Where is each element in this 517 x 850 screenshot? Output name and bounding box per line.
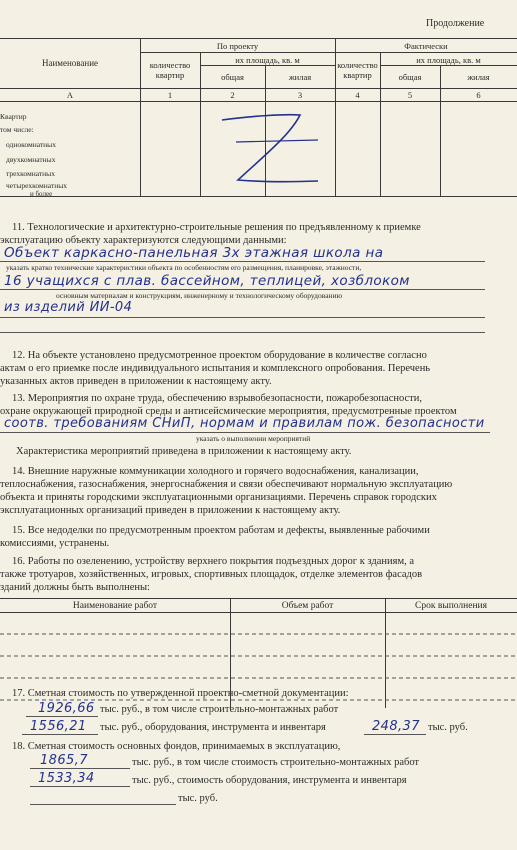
col-number: 2 [230,90,235,100]
s11-handwritten-3: из изделий ИИ-04 [4,300,133,315]
s17-total-value: 1926,66 [38,701,95,716]
s11-caption-1: указать кратко технические характеристики объекта по особенностям его размещения, планировке, этажности, [6,263,362,272]
s18-total-text: тыс. руб., в том числе стоимость строительно-монтажных работ [132,757,420,768]
works-col-deadline: Срок выполнения [415,601,487,611]
col-number: 6 [476,90,481,100]
col-number: 1 [167,90,173,100]
row-label: четырехкомнатных [6,181,67,190]
works-col-name: Наименование работ [72,601,158,611]
col-total-header: общая [221,72,244,82]
s17-inventory-value: 248,37 [372,719,420,734]
s14-line: объекта и приняты городскими эксплуатационными организациями. Перечень справок городских [0,492,437,503]
s13-line: охране окружающей природной среды и антисейсмические мероприятия, предусмотренные проектом [0,406,457,417]
s13-after: Характеристика мероприятий приведена в приложении к настоящему акту. [16,446,352,457]
col-number: 3 [297,90,303,100]
s14-line: эксплуатационных организаций приведен в приложении к настоящему акту. [0,505,341,516]
s13-line: 13. Мероприятия по охране труда, обеспечению взрывобезопасности, пожаробезопасности, [12,393,422,404]
s12-line: актам о его приемке после индивидуального испытания и комплексного опробования. Перечень [0,363,431,374]
s18-equip-value: 1533,34 [38,771,95,786]
row-label: и более [30,190,53,198]
col-count-header: количество квартир [149,60,191,80]
z-strikeout-mark [0,0,517,200]
s11-handwritten-1: Объект каркасно-панельная 3х этажная школа на [4,245,384,261]
col-total-actual-header: общая [398,72,422,82]
col-number: 4 [355,90,360,100]
s11-handwritten-2: 16 учащихся с плав. бассейном, теплицей, хозблоком [4,273,410,289]
s16-line: также тротуаров, хозяйственных, игровых, спортивных площадок, отделке элементов фасадов [0,569,423,580]
s14-line: 14. Внешние наружные коммуникации холодного и горячего водоснабжения, канализации, [12,466,419,477]
group-actual-header: Фактически [404,41,448,51]
s11-caption-2: основным материалам и конструкциям, инженерному и технологическому оборудованию [56,291,343,300]
row-label: Квартир [0,112,27,121]
row-label: однокомнатных [6,140,56,149]
continuation-label: Продолжение [426,18,485,29]
col-living-actual-header: жилая [467,72,490,82]
s17-rub: тыс. руб. [428,722,468,733]
row-label: трехкомнатных [6,169,55,178]
s15-line: комиссиями, устранены. [0,538,110,549]
s11-line: эксплуатацию объекту характеризуются следующими данными: [0,235,287,246]
s12-line: 12. На объекте установлено предусмотренное проектом оборудование в количестве согласно [12,350,427,361]
col-name-header: Наименование [41,58,99,68]
col-number: А [66,90,74,100]
s16-line: 16. Работы по озеленению, устройству верхнего покрытия подъездных дорог к зданиям, а [12,556,415,567]
row-label: двухкомнатных [6,155,56,164]
s14-line: теплоснабжения, газоснабжения, энергоснабжения и связи обеспечивают нормальную эксплуатацию [0,479,453,490]
row-label: том числе: [0,125,34,134]
col-area-actual-header: их площадь, кв. м [416,55,481,65]
s18-total-value: 1865,7 [40,753,88,768]
group-project-header: По проекту [216,41,259,51]
s17-equip-text: тыс. руб., оборудования, инструмента и инвентаря [100,722,326,733]
s17-equip-value: 1556,21 [30,719,87,734]
s16-line: зданий должны быть выполнены: [0,582,150,593]
col-count-actual-header: количество квартир [337,60,378,80]
s17-total-text: тыс. руб., в том числе строительно-монтажных работ [100,704,339,715]
s11-line: 11. Технологические и архитектурно-строительные решения по предъявленному к приемке [12,222,421,233]
s13-caption: указать о выполнении мероприятий [196,434,311,443]
s13-handwritten: соотв. требованиям СНиП, нормам и правилам пож. безопасности [4,416,485,431]
s15-line: 15. Все недоделки по предусмотренным проектом работам и дефекты, выявленные рабочими [12,525,430,536]
works-table-dashes [0,598,517,718]
col-living-header: жилая [288,72,312,82]
col-area-header: их площадь, кв. м [235,55,300,65]
works-col-volume: Объем работ [281,601,334,611]
col-number: 5 [407,90,413,100]
s12-line: указанных актов приведен в приложении к настоящему акту. [0,376,272,387]
s18-last-text: тыс. руб. [178,793,218,804]
s17-line: 17. Сметная стоимость по утвержденной проектно-сметной документации: [12,688,349,699]
s18-equip-text: тыс. руб., стоимость оборудования, инструмента и инвентаря [132,775,407,786]
s18-line: 18. Сметная стоимость основных фондов, принимаемых в эксплуатацию, [12,741,341,752]
